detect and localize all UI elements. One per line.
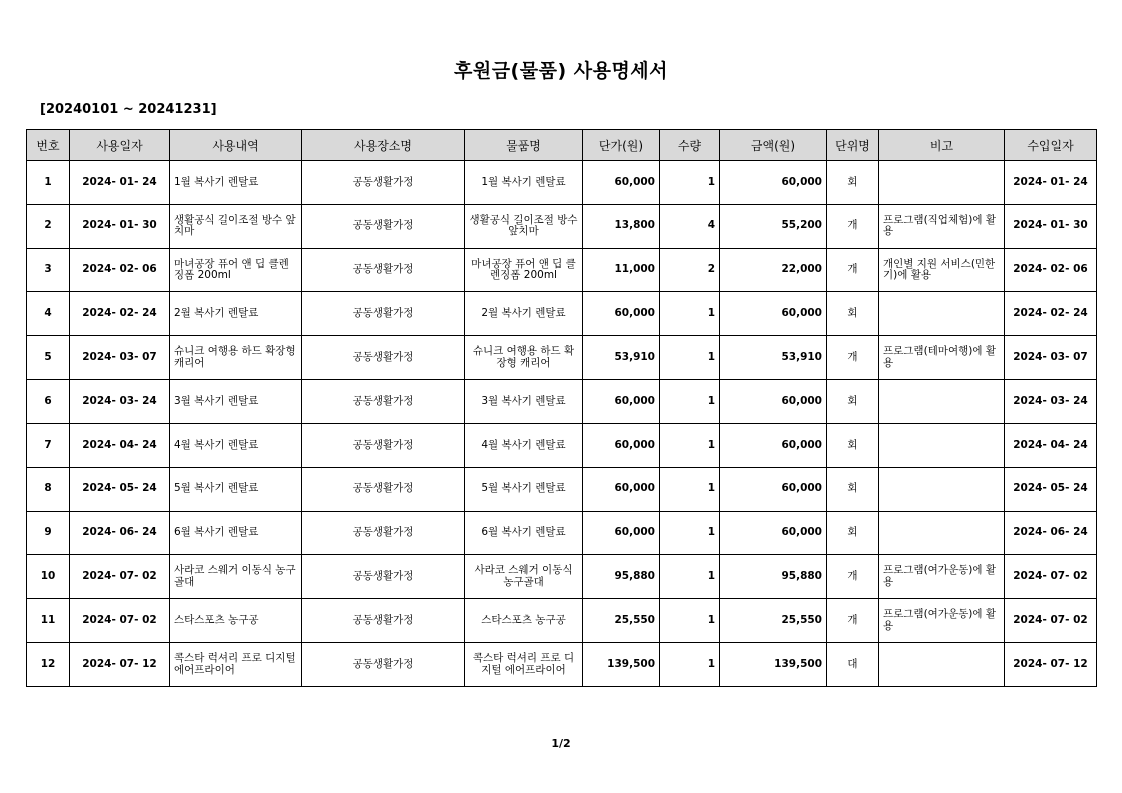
cell-item: 5월 복사기 렌탈료 — [465, 467, 583, 511]
cell-qty: 1 — [660, 292, 720, 336]
cell-qty: 1 — [660, 161, 720, 205]
cell-unit: 회 — [827, 161, 879, 205]
cell-no: 2 — [27, 204, 70, 248]
cell-place: 공동생활가정 — [302, 204, 465, 248]
cell-unit: 회 — [827, 511, 879, 555]
cell-income-date: 2024- 05- 24 — [1005, 467, 1097, 511]
header-no: 번호 — [27, 130, 70, 161]
cell-date: 2024- 01- 24 — [70, 161, 170, 205]
cell-unit: 개 — [827, 555, 879, 599]
cell-place: 공동생활가정 — [302, 380, 465, 424]
cell-price: 60,000 — [583, 292, 660, 336]
table-row — [27, 599, 1097, 643]
cell-date: 2024- 03- 24 — [70, 380, 170, 424]
cell-place: 공동생활가정 — [302, 467, 465, 511]
cell-note: 프로그램(여가운동)에 활용 — [879, 599, 1005, 643]
cell-amount: 60,000 — [720, 467, 827, 511]
cell-income-date: 2024- 04- 24 — [1005, 423, 1097, 467]
cell-desc: 2월 복사기 렌탈료 — [170, 292, 302, 336]
cell-desc: 마녀공장 퓨어 앤 딥 클렌징폼 200ml — [170, 248, 302, 292]
cell-price: 60,000 — [583, 467, 660, 511]
usage-table — [26, 129, 1097, 687]
cell-amount: 95,880 — [720, 555, 827, 599]
cell-price: 60,000 — [583, 423, 660, 467]
cell-date: 2024- 02- 06 — [70, 248, 170, 292]
table-row — [27, 204, 1097, 248]
cell-amount: 60,000 — [720, 380, 827, 424]
table-row — [27, 423, 1097, 467]
cell-no: 6 — [27, 380, 70, 424]
cell-no: 5 — [27, 336, 70, 380]
table-header-row — [27, 130, 1097, 161]
table-row — [27, 467, 1097, 511]
cell-price: 25,550 — [583, 599, 660, 643]
table-row — [27, 336, 1097, 380]
cell-desc: 1월 복사기 렌탈료 — [170, 161, 302, 205]
header-price: 단가(원) — [583, 130, 660, 161]
page-number: 1/2 — [551, 737, 571, 750]
cell-note — [879, 423, 1005, 467]
cell-place: 공동생활가정 — [302, 292, 465, 336]
cell-item: 2월 복사기 렌탈료 — [465, 292, 583, 336]
cell-no: 8 — [27, 467, 70, 511]
cell-qty: 1 — [660, 511, 720, 555]
cell-desc: 생활공식 길이조절 방수 앞치마 — [170, 204, 302, 248]
table-body — [27, 161, 1097, 687]
cell-qty: 4 — [660, 204, 720, 248]
cell-desc: 6월 복사기 렌탈료 — [170, 511, 302, 555]
cell-no: 10 — [27, 555, 70, 599]
cell-desc: 3월 복사기 렌탈료 — [170, 380, 302, 424]
cell-place: 공동생활가정 — [302, 511, 465, 555]
cell-desc: 사라코 스웨거 이동식 농구골대 — [170, 555, 302, 599]
cell-unit: 대 — [827, 643, 879, 687]
cell-qty: 2 — [660, 248, 720, 292]
cell-note: 개인별 지원 서비스(민한기)에 활용 — [879, 248, 1005, 292]
cell-income-date: 2024- 02- 06 — [1005, 248, 1097, 292]
cell-item: 3월 복사기 렌탈료 — [465, 380, 583, 424]
cell-unit: 회 — [827, 380, 879, 424]
cell-date: 2024- 04- 24 — [70, 423, 170, 467]
cell-amount: 60,000 — [720, 423, 827, 467]
cell-date: 2024- 07- 02 — [70, 599, 170, 643]
header-unit: 단위명 — [827, 130, 879, 161]
cell-note — [879, 467, 1005, 511]
cell-price: 60,000 — [583, 380, 660, 424]
cell-price: 13,800 — [583, 204, 660, 248]
cell-price: 60,000 — [583, 161, 660, 205]
page-title: 후원금(물품) 사용명세서 — [453, 60, 669, 82]
header-desc: 사용내역 — [170, 130, 302, 161]
cell-qty: 1 — [660, 643, 720, 687]
cell-note — [879, 292, 1005, 336]
header-date: 사용일자 — [70, 130, 170, 161]
table-row — [27, 292, 1097, 336]
cell-amount: 60,000 — [720, 511, 827, 555]
cell-qty: 1 — [660, 555, 720, 599]
cell-note — [879, 380, 1005, 424]
cell-item: 6월 복사기 렌탈료 — [465, 511, 583, 555]
cell-income-date: 2024- 01- 24 — [1005, 161, 1097, 205]
period-range: [20240101 ~ 20241231] — [40, 102, 217, 117]
cell-no: 4 — [27, 292, 70, 336]
cell-place: 공동생활가정 — [302, 643, 465, 687]
cell-price: 53,910 — [583, 336, 660, 380]
cell-income-date: 2024- 02- 24 — [1005, 292, 1097, 336]
cell-income-date: 2024- 03- 07 — [1005, 336, 1097, 380]
cell-qty: 1 — [660, 336, 720, 380]
cell-note — [879, 161, 1005, 205]
table-row — [27, 511, 1097, 555]
cell-desc: 스타스포츠 농구공 — [170, 599, 302, 643]
table-row — [27, 643, 1097, 687]
cell-note — [879, 643, 1005, 687]
cell-desc: 슈니크 여행용 하드 확장형 캐리어 — [170, 336, 302, 380]
table-row — [27, 380, 1097, 424]
cell-price: 60,000 — [583, 511, 660, 555]
cell-unit: 개 — [827, 336, 879, 380]
cell-unit: 개 — [827, 204, 879, 248]
cell-place: 공동생활가정 — [302, 599, 465, 643]
cell-amount: 25,550 — [720, 599, 827, 643]
cell-no: 9 — [27, 511, 70, 555]
cell-date: 2024- 06- 24 — [70, 511, 170, 555]
cell-income-date: 2024- 07- 02 — [1005, 599, 1097, 643]
cell-unit: 회 — [827, 423, 879, 467]
header-note: 비고 — [879, 130, 1005, 161]
cell-income-date: 2024- 07- 12 — [1005, 643, 1097, 687]
cell-amount: 139,500 — [720, 643, 827, 687]
table-row — [27, 161, 1097, 205]
table-row — [27, 248, 1097, 292]
cell-date: 2024- 05- 24 — [70, 467, 170, 511]
cell-no: 1 — [27, 161, 70, 205]
cell-unit: 회 — [827, 467, 879, 511]
cell-item: 마녀공장 퓨어 앤 딥 클렌징폼 200ml — [465, 248, 583, 292]
cell-item: 콕스타 럭셔리 프로 디지털 에어프라이어 — [465, 643, 583, 687]
cell-unit: 개 — [827, 599, 879, 643]
cell-item: 1월 복사기 렌탈료 — [465, 161, 583, 205]
cell-no: 11 — [27, 599, 70, 643]
cell-amount: 60,000 — [720, 292, 827, 336]
cell-qty: 1 — [660, 467, 720, 511]
cell-item: 사라코 스웨거 이동식 농구골대 — [465, 555, 583, 599]
cell-note — [879, 511, 1005, 555]
cell-place: 공동생활가정 — [302, 161, 465, 205]
header-amount: 금액(원) — [720, 130, 827, 161]
cell-note: 프로그램(직업체험)에 활용 — [879, 204, 1005, 248]
cell-income-date: 2024- 06- 24 — [1005, 511, 1097, 555]
cell-income-date: 2024- 07- 02 — [1005, 555, 1097, 599]
cell-qty: 1 — [660, 599, 720, 643]
cell-desc: 5월 복사기 렌탈료 — [170, 467, 302, 511]
cell-no: 3 — [27, 248, 70, 292]
table-row — [27, 555, 1097, 599]
cell-place: 공동생활가정 — [302, 423, 465, 467]
cell-note: 프로그램(여가운동)에 활용 — [879, 555, 1005, 599]
cell-income-date: 2024- 03- 24 — [1005, 380, 1097, 424]
cell-note: 프로그램(테마여행)에 활용 — [879, 336, 1005, 380]
cell-income-date: 2024- 01- 30 — [1005, 204, 1097, 248]
cell-desc: 콕스타 럭셔리 프로 디지털 에어프라이어 — [170, 643, 302, 687]
cell-unit: 개 — [827, 248, 879, 292]
cell-price: 11,000 — [583, 248, 660, 292]
cell-unit: 회 — [827, 292, 879, 336]
cell-amount: 55,200 — [720, 204, 827, 248]
cell-date: 2024- 07- 02 — [70, 555, 170, 599]
cell-qty: 1 — [660, 380, 720, 424]
cell-date: 2024- 03- 07 — [70, 336, 170, 380]
cell-item: 슈니크 여행용 하드 확장형 캐리어 — [465, 336, 583, 380]
cell-price: 139,500 — [583, 643, 660, 687]
cell-price: 95,880 — [583, 555, 660, 599]
cell-place: 공동생활가정 — [302, 336, 465, 380]
cell-amount: 60,000 — [720, 161, 827, 205]
cell-item: 생활공식 길이조절 방수 앞치마 — [465, 204, 583, 248]
header-qty: 수량 — [660, 130, 720, 161]
cell-place: 공동생활가정 — [302, 555, 465, 599]
header-income-date: 수입일자 — [1005, 130, 1097, 161]
cell-date: 2024- 07- 12 — [70, 643, 170, 687]
header-item: 물품명 — [465, 130, 583, 161]
cell-no: 7 — [27, 423, 70, 467]
cell-qty: 1 — [660, 423, 720, 467]
cell-amount: 22,000 — [720, 248, 827, 292]
cell-no: 12 — [27, 643, 70, 687]
cell-amount: 53,910 — [720, 336, 827, 380]
cell-desc: 4월 복사기 렌탈료 — [170, 423, 302, 467]
cell-item: 4월 복사기 렌탈료 — [465, 423, 583, 467]
cell-place: 공동생활가정 — [302, 248, 465, 292]
cell-date: 2024- 01- 30 — [70, 204, 170, 248]
cell-date: 2024- 02- 24 — [70, 292, 170, 336]
header-place: 사용장소명 — [302, 130, 465, 161]
cell-item: 스타스포츠 농구공 — [465, 599, 583, 643]
